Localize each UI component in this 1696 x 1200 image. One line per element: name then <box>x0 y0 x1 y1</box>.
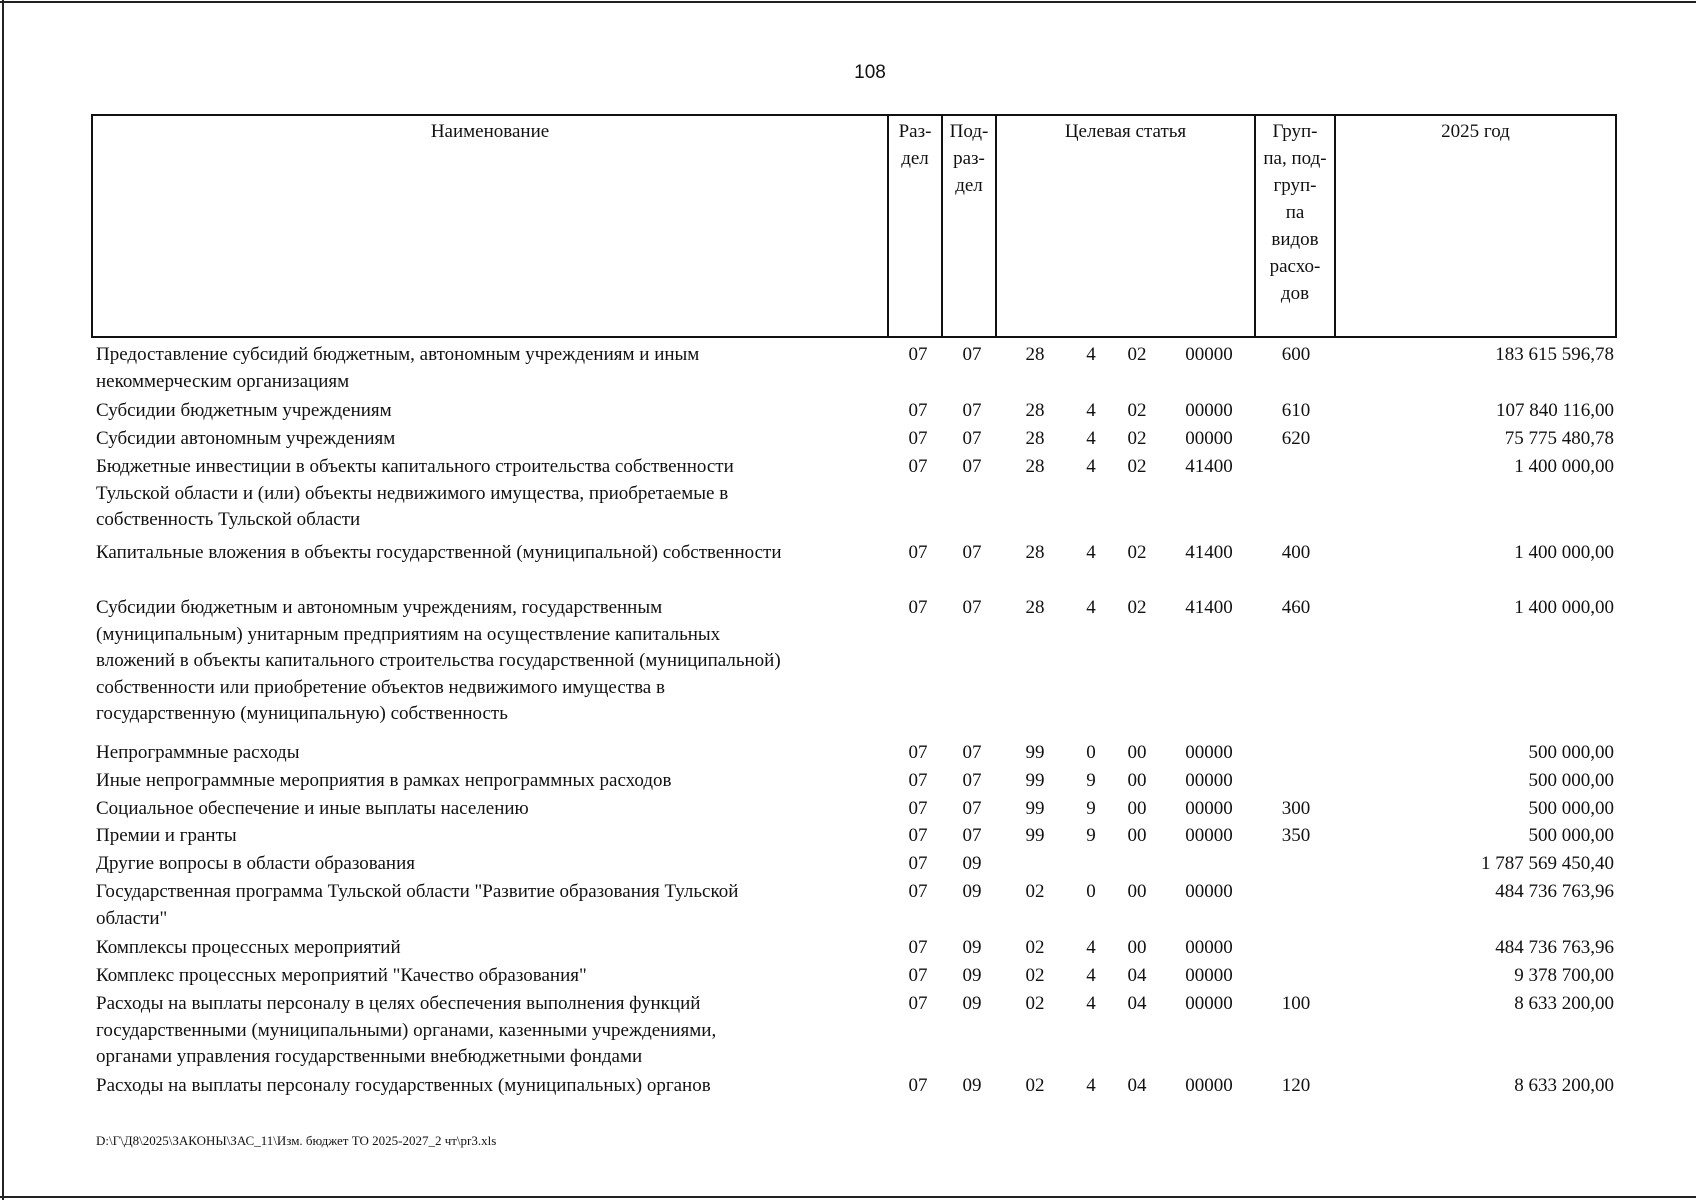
target-sub-cell: 02 <box>1127 542 1147 563</box>
row-name-line: Государственная программа Тульской области "Развитие образования Тульской <box>96 881 739 902</box>
razdel-cell: 07 <box>908 937 928 958</box>
target-type-cell: 4 <box>1086 937 1096 958</box>
target-direction-cell: 00000 <box>1185 965 1233 986</box>
target-type-cell: 4 <box>1086 1075 1096 1096</box>
header-group-line: груп- <box>1273 175 1317 196</box>
row-name-line: государственными (муниципальными) органами, казенными учреждениями, <box>96 1019 717 1041</box>
podrazdel-cell: 07 <box>962 770 982 791</box>
row-name-line: Субсидии бюджетным и автономным учреждениям, государственным <box>96 597 663 618</box>
target-type-cell: 4 <box>1086 344 1096 365</box>
row-name-line: Премии и гранты <box>96 825 237 846</box>
header-podrazdel <box>943 118 995 199</box>
row-name <box>96 851 882 878</box>
razdel-cell: 07 <box>908 742 928 763</box>
row-name-line: государственную (муниципальную) собственность <box>96 703 508 724</box>
row-name <box>96 398 882 425</box>
target-direction-cell: 00000 <box>1185 770 1233 791</box>
row-name <box>96 935 882 962</box>
expense-group-cell: 350 <box>1281 825 1311 846</box>
target-sub-cell: 04 <box>1127 965 1147 986</box>
target-type-cell: 9 <box>1086 770 1096 791</box>
row-name <box>96 768 882 795</box>
podrazdel-cell: 09 <box>962 881 982 902</box>
target-direction-cell: 00000 <box>1185 344 1233 365</box>
amount-cell: 1 787 569 450,40 <box>1481 853 1614 874</box>
row-name-line: собственность Тульской области <box>96 509 361 530</box>
target-type-cell: 4 <box>1086 456 1096 477</box>
target-direction-cell: 00000 <box>1185 428 1233 449</box>
row-name <box>96 991 882 1071</box>
target-program-cell: 28 <box>1025 344 1045 365</box>
file-path-footer: D:\Г\Д8\2025\ЗАКОНЫ\ЗАС_11\Изм. бюджет ТО 2025-2027_2 чт\pr3.xls <box>96 1133 497 1148</box>
podrazdel-cell: 07 <box>962 825 982 846</box>
row-name-line: Капитальные вложения в объекты государственной (муниципальной) собственности <box>96 542 782 563</box>
target-direction-cell: 41400 <box>1185 597 1233 618</box>
row-name <box>96 540 882 567</box>
header-podrazdel-line: Под- <box>949 121 989 142</box>
header-razdel-line: дел <box>901 148 929 169</box>
amount-cell: 484 736 763,96 <box>1495 881 1614 902</box>
target-direction-cell: 00000 <box>1185 798 1233 819</box>
amount-cell: 9 378 700,00 <box>1514 965 1614 986</box>
podrazdel-cell: 07 <box>962 400 982 421</box>
row-name-line: некоммерческим организациям <box>96 370 350 392</box>
target-program-cell: 02 <box>1025 937 1045 958</box>
podrazdel-cell: 09 <box>962 965 982 986</box>
target-program-cell: 28 <box>1025 597 1045 618</box>
header-target: Целевая статья <box>1064 121 1187 142</box>
target-direction-cell: 41400 <box>1185 456 1233 477</box>
target-program-cell: 99 <box>1025 770 1045 791</box>
page-number: 108 <box>854 62 886 83</box>
row-name-line: Иные непрограммные мероприятия в рамках непрограммных расходов <box>96 770 672 791</box>
amount-cell: 75 775 480,78 <box>1504 428 1614 449</box>
target-sub-cell: 00 <box>1127 742 1147 763</box>
amount-cell: 500 000,00 <box>1528 798 1614 819</box>
razdel-cell: 07 <box>908 400 928 421</box>
row-name-line: органами управления государственными внебюджетными фондами <box>96 1046 643 1067</box>
target-sub-cell: 02 <box>1127 400 1147 421</box>
row-name <box>96 740 882 767</box>
row-name-line: Расходы на выплаты персоналу государственных (муниципальных) органов <box>96 1075 711 1096</box>
amount-cell: 500 000,00 <box>1528 825 1614 846</box>
podrazdel-cell: 09 <box>962 993 982 1014</box>
razdel-cell: 07 <box>908 993 928 1014</box>
podrazdel-cell: 07 <box>962 597 982 618</box>
row-name-line: собственности или приобретение объектов недвижимого имущества в <box>96 676 665 698</box>
target-direction-cell: 00000 <box>1185 742 1233 763</box>
row-name <box>96 823 882 850</box>
row-name-line: Комплекс процессных мероприятий "Качество образования" <box>96 965 587 986</box>
razdel-cell: 07 <box>908 881 928 902</box>
target-sub-cell: 00 <box>1127 937 1147 958</box>
target-sub-cell: 00 <box>1127 798 1147 819</box>
header-group-line: па, под- <box>1263 148 1327 169</box>
podrazdel-cell: 07 <box>962 344 982 365</box>
expense-group-cell: 620 <box>1281 428 1311 449</box>
razdel-cell: 07 <box>908 597 928 618</box>
target-program-cell: 99 <box>1025 825 1045 846</box>
target-program-cell: 99 <box>1025 742 1045 763</box>
header-group-line: Груп- <box>1272 121 1318 142</box>
target-type-cell: 4 <box>1086 400 1096 421</box>
amount-cell: 107 840 116,00 <box>1495 400 1614 421</box>
target-program-cell: 28 <box>1025 428 1045 449</box>
header-razdel-line: Раз- <box>898 121 932 142</box>
amount-cell: 1 400 000,00 <box>1514 542 1614 563</box>
header-name: Наименование <box>430 121 550 142</box>
target-direction-cell: 00000 <box>1185 881 1233 902</box>
target-type-cell: 4 <box>1086 597 1096 618</box>
target-direction-cell: 41400 <box>1185 542 1233 563</box>
podrazdel-cell: 07 <box>962 742 982 763</box>
target-direction-cell: 00000 <box>1185 825 1233 846</box>
header-group-line: расхо- <box>1269 256 1321 277</box>
row-name-line: Бюджетные инвестиции в объекты капитального строительства собственности <box>96 456 734 477</box>
row-name-line: Расходы на выплаты персоналу в целях обеспечения выполнения функций <box>96 993 701 1014</box>
target-type-cell: 4 <box>1086 542 1096 563</box>
header-group-line: видов <box>1271 229 1319 250</box>
podrazdel-cell: 09 <box>962 937 982 958</box>
target-type-cell: 0 <box>1086 742 1096 763</box>
amount-cell: 1 400 000,00 <box>1514 597 1614 618</box>
razdel-cell: 07 <box>908 344 928 365</box>
podrazdel-cell: 07 <box>962 542 982 563</box>
amount-cell: 484 736 763,96 <box>1495 937 1614 958</box>
target-sub-cell: 04 <box>1127 1075 1147 1096</box>
target-program-cell: 28 <box>1025 456 1045 477</box>
header-group-line: па <box>1285 202 1305 223</box>
razdel-cell: 07 <box>908 825 928 846</box>
row-name-line: Непрограммные расходы <box>96 742 300 763</box>
razdel-cell: 07 <box>908 853 928 874</box>
header-podrazdel-line: раз- <box>953 148 985 169</box>
target-type-cell: 9 <box>1086 798 1096 819</box>
podrazdel-cell: 09 <box>962 853 982 874</box>
target-type-cell: 4 <box>1086 428 1096 449</box>
header-group <box>1256 118 1334 307</box>
header-group-line: дов <box>1280 283 1310 304</box>
razdel-cell: 07 <box>908 1075 928 1096</box>
target-direction-cell: 00000 <box>1185 937 1233 958</box>
row-name-line: области" <box>96 907 168 929</box>
target-program-cell: 02 <box>1025 965 1045 986</box>
row-name-line: Субсидии автономным учреждениям <box>96 428 396 449</box>
target-direction-cell: 00000 <box>1185 1075 1233 1096</box>
row-name-line: Другие вопросы в области образования <box>96 853 415 874</box>
row-name <box>96 426 882 453</box>
row-name <box>96 879 882 932</box>
row-name <box>96 1073 882 1100</box>
podrazdel-cell: 09 <box>962 1075 982 1096</box>
target-program-cell: 99 <box>1025 798 1045 819</box>
row-name <box>96 796 882 823</box>
target-direction-cell: 00000 <box>1185 993 1233 1014</box>
target-program-cell: 02 <box>1025 993 1045 1014</box>
row-name-line: Комплексы процессных мероприятий <box>96 937 401 958</box>
target-sub-cell: 02 <box>1127 344 1147 365</box>
razdel-cell: 07 <box>908 770 928 791</box>
target-sub-cell: 00 <box>1127 770 1147 791</box>
page-frame-bottom <box>0 1196 1696 1198</box>
target-program-cell: 28 <box>1025 400 1045 421</box>
target-sub-cell: 04 <box>1127 993 1147 1014</box>
podrazdel-cell: 07 <box>962 798 982 819</box>
row-name <box>96 595 882 728</box>
target-program-cell: 02 <box>1025 1075 1045 1096</box>
expense-group-cell: 400 <box>1281 542 1311 563</box>
target-type-cell: 0 <box>1086 881 1096 902</box>
podrazdel-cell: 07 <box>962 428 982 449</box>
row-name-line: Тульской области и (или) объекты недвижимого имущества, приобретаемые в <box>96 482 729 504</box>
target-program-cell: 02 <box>1025 881 1045 902</box>
row-name-line: Социальное обеспечение и иные выплаты населению <box>96 798 529 819</box>
target-type-cell: 9 <box>1086 825 1096 846</box>
page-frame-top <box>0 1 1696 3</box>
target-sub-cell: 02 <box>1127 456 1147 477</box>
amount-cell: 500 000,00 <box>1528 742 1614 763</box>
razdel-cell: 07 <box>908 798 928 819</box>
header-podrazdel-line: дел <box>955 175 983 196</box>
header-razdel <box>889 118 941 172</box>
target-sub-cell: 00 <box>1127 825 1147 846</box>
row-name-line: Предоставление субсидий бюджетным, автономным учреждениям и иным <box>96 344 700 365</box>
target-type-cell: 4 <box>1086 965 1096 986</box>
row-name-line: (муниципальным) унитарным предприятиям на осуществление капитальных <box>96 623 721 645</box>
page-frame-left <box>2 0 4 1200</box>
target-type-cell: 4 <box>1086 993 1096 1014</box>
podrazdel-cell: 07 <box>962 456 982 477</box>
amount-cell: 8 633 200,00 <box>1514 1075 1614 1096</box>
amount-cell: 1 400 000,00 <box>1514 456 1614 477</box>
target-sub-cell: 02 <box>1127 428 1147 449</box>
amount-cell: 183 615 596,78 <box>1495 344 1614 365</box>
target-program-cell: 28 <box>1025 542 1045 563</box>
header-divider <box>995 114 997 338</box>
header-divider <box>1334 114 1336 338</box>
target-direction-cell: 00000 <box>1185 400 1233 421</box>
razdel-cell: 07 <box>908 542 928 563</box>
row-name <box>96 454 882 534</box>
target-sub-cell: 02 <box>1127 597 1147 618</box>
amount-cell: 500 000,00 <box>1528 770 1614 791</box>
row-name <box>96 342 882 395</box>
amount-cell: 8 633 200,00 <box>1514 993 1614 1014</box>
expense-group-cell: 610 <box>1281 400 1311 421</box>
row-name-line: вложений в объекты капитального строительства государственной (муниципальной) <box>96 650 781 671</box>
expense-group-cell: 100 <box>1281 993 1311 1014</box>
expense-group-cell: 600 <box>1281 344 1311 365</box>
expense-group-cell: 120 <box>1281 1075 1311 1096</box>
expense-group-cell: 300 <box>1281 798 1311 819</box>
row-name <box>96 963 882 990</box>
table-header <box>91 114 1617 338</box>
razdel-cell: 07 <box>908 428 928 449</box>
row-name-line: Субсидии бюджетным учреждениям <box>96 400 392 421</box>
razdel-cell: 07 <box>908 456 928 477</box>
expense-group-cell: 460 <box>1281 597 1311 618</box>
target-sub-cell: 00 <box>1127 881 1147 902</box>
razdel-cell: 07 <box>908 965 928 986</box>
header-year: 2025 год <box>1441 121 1510 142</box>
